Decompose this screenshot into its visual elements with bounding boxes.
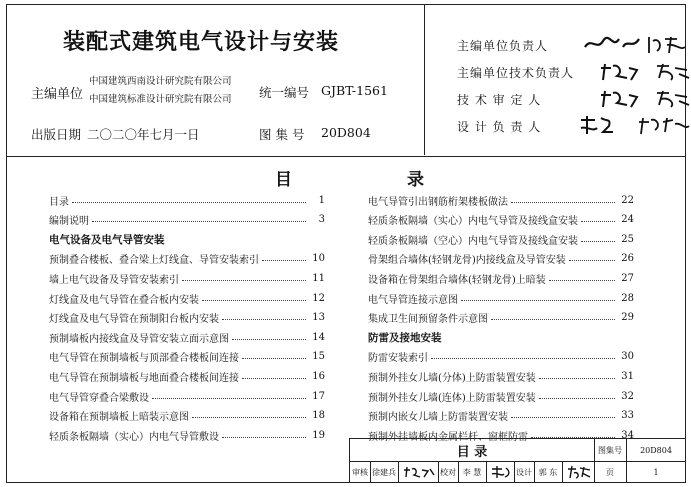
toc-entry-title: 设备箱在预制墙板上暗装示意图 <box>49 412 189 424</box>
toc-entry-title: 灯线盒及电气导管在预制阳台板内安装 <box>49 314 219 326</box>
toc-leader-dots <box>72 202 306 203</box>
toc-section-heading: 防雷及接地安装 <box>368 331 442 344</box>
toc-entry[interactable] <box>49 426 325 444</box>
toc-entry[interactable] <box>49 348 325 366</box>
toc-entry[interactable] <box>368 289 634 307</box>
tb-review-label: 审核 <box>352 467 368 477</box>
resp-row-unit-head <box>457 33 681 57</box>
unified-code-label: 统一编号 <box>259 85 310 100</box>
toc-entry[interactable] <box>49 407 325 425</box>
signature-image <box>583 33 687 55</box>
toc-leader-dots <box>511 202 615 203</box>
toc-entry-title: 预制内嵌女儿墙上防雷装置安装 <box>368 412 508 424</box>
signature-image <box>599 60 691 82</box>
signature-image <box>577 114 691 136</box>
toc-entry-page: 19 <box>312 429 325 441</box>
toc-entry-page: 28 <box>621 292 634 304</box>
tb-check-name: 李 慧 <box>462 467 482 477</box>
atlas-no: 20D804 <box>321 125 371 140</box>
resp-row-design-head <box>457 114 681 138</box>
signature-image <box>599 87 691 109</box>
tb-check-label: 校对 <box>440 467 456 477</box>
toc-entry-title: 电气导管引出钢筋桁架楼板做法 <box>368 196 508 208</box>
toc-entry[interactable] <box>49 309 325 327</box>
pub-date-label: 出版日期 <box>31 127 82 142</box>
title-block <box>349 438 685 482</box>
toc-entry[interactable] <box>49 191 325 209</box>
toc-entry[interactable] <box>49 289 325 307</box>
toc-leader-dots <box>461 300 615 301</box>
toc-leader-dots <box>581 221 615 222</box>
sheet-header <box>7 5 685 157</box>
toc-section-heading: 电气设备及电气导管安装 <box>49 233 165 246</box>
toc-entry[interactable] <box>49 328 325 346</box>
toc-leader-dots <box>539 398 615 399</box>
toc-entry-page: 11 <box>312 272 325 284</box>
toc-entry-page: 18 <box>312 410 325 422</box>
toc-leader-dots <box>431 358 615 359</box>
toc-leader-dots <box>511 417 615 418</box>
toc-entry[interactable] <box>368 191 634 209</box>
toc-entry-title: 轻质条板隔墙（实心）内电气导管及接线盒安装 <box>368 216 578 228</box>
toc-entry-title: 目录 <box>49 196 69 208</box>
toc-entry-title: 电气导管穿叠合梁敷设 <box>49 392 149 404</box>
tb-page-label: 页 <box>606 467 614 477</box>
resp-label: 设 计 负 责 人 <box>457 120 542 134</box>
toc-entry-page: 16 <box>312 370 325 382</box>
toc-entry-title: 灯线盒及电气导管在叠合板内安装 <box>49 294 199 306</box>
toc-entry-page: 14 <box>312 331 325 343</box>
resp-label: 技 术 审 定 人 <box>457 93 542 107</box>
toc-entry-page: 32 <box>621 390 634 402</box>
toc-entry[interactable] <box>49 269 325 287</box>
toc-entry-title: 骨架组合墙体(轻钢龙骨)内接线盒及导管安装 <box>368 255 566 267</box>
tb-atlas-label: 图集号 <box>598 445 622 455</box>
toc-leader-dots <box>581 241 615 242</box>
toc-entry-page: 34 <box>621 429 634 441</box>
toc-leader-dots <box>539 378 615 379</box>
tb-design-label: 设计 <box>516 467 532 477</box>
editor-unit-2: 中国建筑标准设计研究院有限公司 <box>89 94 232 105</box>
toc-entry-page: 29 <box>621 312 634 324</box>
toc-entry[interactable] <box>368 250 634 268</box>
toc-entry-page: 12 <box>312 292 325 304</box>
toc-entry-page: 33 <box>621 410 634 422</box>
toc-entry-title: 预制外挂墙板内金属栏杆、窗框防雷 <box>368 431 528 443</box>
toc-entry[interactable] <box>368 348 634 366</box>
book-title: 装配式建筑电气设计与安装 <box>63 29 340 55</box>
toc-leader-dots <box>182 280 306 281</box>
tb-atlas-no: 20D804 <box>640 445 672 455</box>
toc-heading-right: 录 <box>407 170 424 190</box>
toc-entry-page: 10 <box>312 253 325 265</box>
toc-entry-title: 设备箱在骨架组合墙体(轻钢龙骨)上暗装 <box>368 274 546 286</box>
header-info-panel <box>7 5 425 155</box>
toc-leader-dots <box>222 437 306 438</box>
toc-entry-title: 集成卫生间预留条件示意图 <box>368 314 488 326</box>
toc-leader-dots <box>202 300 306 301</box>
toc-leader-dots <box>262 260 306 261</box>
signature-image <box>566 465 592 479</box>
toc-entry[interactable] <box>368 387 634 405</box>
toc-heading-left: 目 <box>275 170 292 190</box>
toc-entry[interactable] <box>49 387 325 405</box>
toc-entry[interactable] <box>368 407 634 425</box>
resp-row-tech-head <box>457 60 681 84</box>
toc-entry[interactable] <box>368 269 634 287</box>
toc-entry[interactable] <box>368 230 634 248</box>
toc-leader-dots <box>242 358 306 359</box>
unified-code: GJBT-1561 <box>321 83 388 98</box>
toc-leader-dots <box>569 260 615 261</box>
toc-entry-title: 电气导管在预制墙板与顶部叠合楼板间连接 <box>49 353 239 365</box>
toc-entry-title: 轻质条板隔墙（空心）内电气导管及接线盒安装 <box>368 235 578 247</box>
drawing-title: 目 录 <box>456 444 488 460</box>
tb-review-name: 徐建兵 <box>372 467 396 477</box>
toc-entry-page: 3 <box>318 214 325 226</box>
drawing-sheet <box>6 4 686 483</box>
toc-entry[interactable] <box>49 211 325 229</box>
toc-entry-page: 26 <box>621 253 634 265</box>
signature-image <box>490 465 512 479</box>
toc-leader-dots <box>222 319 306 320</box>
toc-leader-dots <box>549 280 615 281</box>
atlas-no-label: 图 集 号 <box>259 127 305 142</box>
editor-unit-1: 中国建筑西南设计研究院有限公司 <box>89 76 232 87</box>
toc-entry-page: 15 <box>312 351 325 363</box>
toc-entry-page: 25 <box>621 233 634 245</box>
toc-entry-page: 31 <box>621 370 634 382</box>
tb-design-name: 郭 东 <box>538 467 558 477</box>
toc-leader-dots <box>192 417 306 418</box>
editor-unit-label: 主编单位 <box>31 87 84 102</box>
toc-entry-page: 22 <box>621 194 634 206</box>
toc-entry-page: 17 <box>312 390 325 402</box>
toc-entry-title: 电气导管连接示意图 <box>368 294 458 306</box>
toc-entry[interactable] <box>49 367 325 385</box>
toc-entry-title: 防雷安装索引 <box>368 353 428 365</box>
toc-entry-page: 30 <box>621 351 634 363</box>
toc-entry-title: 预制外挂女儿墙(分体)上防雷装置安装 <box>368 372 536 384</box>
toc-entry-title: 预制外挂女儿墙(连体)上防雷装置安装 <box>368 392 536 404</box>
toc-entry-page: 13 <box>312 312 325 324</box>
toc-entry-title: 墙上电气设备及导管安装索引 <box>49 274 179 286</box>
toc-entry-title: 预制墙板内接线盒及导管安装立面示意图 <box>49 333 229 345</box>
toc-entry-page: 24 <box>621 214 634 226</box>
toc-entry-title: 编制说明 <box>49 216 89 228</box>
toc-leader-dots <box>92 221 306 222</box>
toc-entry[interactable] <box>368 309 634 327</box>
toc-entry-page: 1 <box>318 194 325 206</box>
toc-leader-dots <box>152 398 306 399</box>
resp-label: 主编单位技术负责人 <box>457 66 575 80</box>
toc-leader-dots <box>232 339 306 340</box>
toc-leader-dots <box>491 319 615 320</box>
resp-row-reviewer <box>457 87 681 111</box>
pub-date: 二〇二〇年七月一日 <box>87 127 200 142</box>
toc-entry-title: 轻质条板隔墙（实心）内电气导管敷设 <box>49 431 219 443</box>
toc-entry[interactable] <box>49 250 325 268</box>
resp-label: 主编单位负责人 <box>457 39 549 53</box>
responsibility-panel <box>427 5 685 155</box>
toc-entry-title: 预制叠合楼板、叠合梁上灯线盒、导管安装索引 <box>49 255 259 267</box>
toc-leader-dots <box>242 378 306 379</box>
toc-entry[interactable] <box>368 367 634 385</box>
toc-entry-title: 电气导管在预制墙板与地面叠合楼板间连接 <box>49 372 239 384</box>
toc-entry-page: 27 <box>621 272 634 284</box>
toc-entry[interactable] <box>368 211 634 229</box>
signature-image <box>402 465 436 479</box>
tb-page-no: 1 <box>653 467 659 477</box>
